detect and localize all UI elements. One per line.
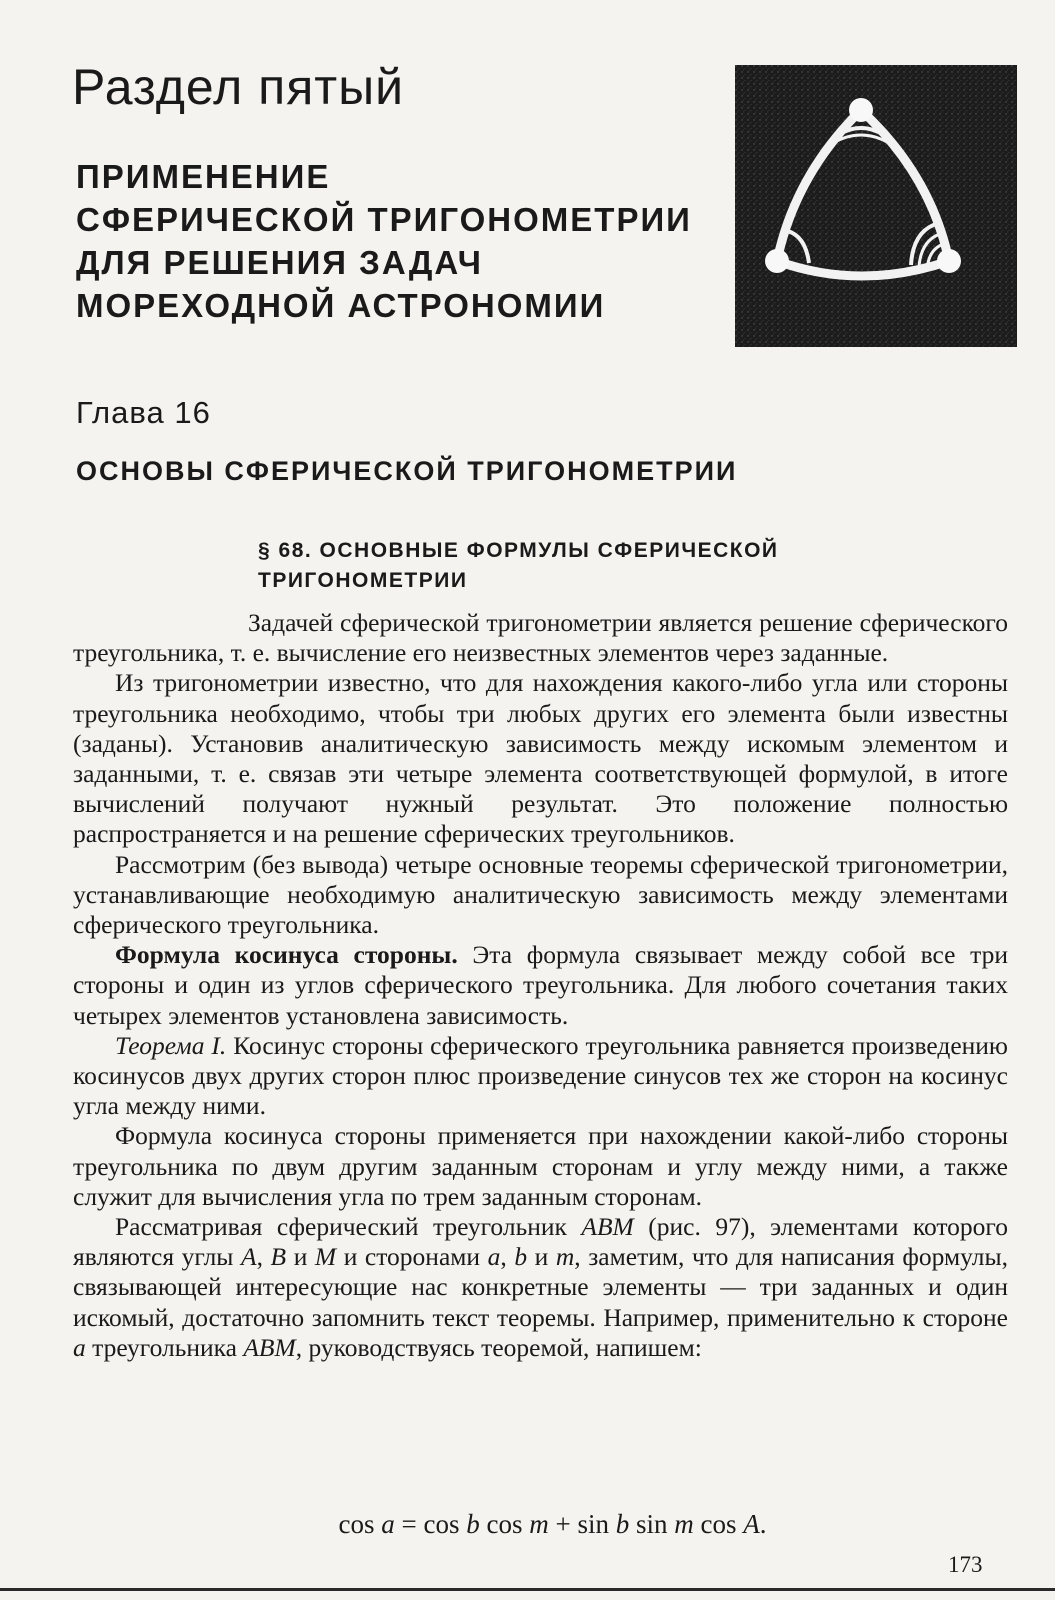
paragraph-4-text: Эта формула связывает между собой все три стороны и один из углов сферического треугольника. Для любого сочетания таких четырех элементов установлена зависимость. <box>73 940 1008 1030</box>
paragraph-2: Из тригонометрии известно, что для нахождения какого-либо угла или стороны треугольника необходимо, чтобы три любых других его элемента были известны (заданы). Установив аналитическую зависимость между искомым элементом и заданными, т. е. связав эти четыре элемента соответствующей формулой, в итоге вычислений получают нужный результат. Это положение полностью распространяется и на решение сферических треугольников. <box>73 668 1008 849</box>
chapter-label: Глава 16 <box>76 395 211 430</box>
text-run: и <box>527 1242 556 1272</box>
paragraph-7 <box>73 1212 1008 1363</box>
spherical-triangle-emblem <box>735 65 1017 347</box>
text-run: , руководствуясь теоремой, напишем: <box>295 1332 702 1362</box>
page-number: 173 <box>948 1552 983 1577</box>
formula-var: m <box>529 1509 549 1539</box>
text-run: и <box>286 1242 315 1272</box>
formula-var: b <box>466 1509 480 1539</box>
angle-symbol: A <box>241 1242 257 1272</box>
bottom-rule <box>0 1588 1055 1591</box>
part-heading <box>76 155 716 327</box>
part-heading-line: СФЕРИЧЕСКОЙ ТРИГОНОМЕТРИИ <box>76 201 692 238</box>
paragraph-heading-line: ТРИГОНОМЕТРИИ <box>258 569 468 592</box>
formula-var: A <box>743 1509 760 1539</box>
formula-var: a <box>381 1509 395 1539</box>
formula-var: m <box>674 1509 694 1539</box>
paragraph-1: Задачей сферической тригонометрии является решение сферического треугольника, т. е. вычисление его неизвестных элементов через заданные. <box>73 608 1008 668</box>
theorem-label: Теорема I. <box>115 1030 227 1060</box>
angle-symbol: M <box>314 1242 337 1272</box>
angle-symbol: B <box>270 1242 287 1272</box>
text-run: , <box>500 1242 515 1272</box>
paragraph-heading-line: § 68. ОСНОВНЫЕ ФОРМУЛЫ СФЕРИЧЕСКОЙ <box>258 539 779 562</box>
text-run: , заметим, что для написания формулы, связывающей интересующие нас конкретные элементы — три заданных и один искомый, достаточно запомнить текст теоремы. Например, применительно к стороне <box>73 1242 1008 1332</box>
theorem-text: Косинус стороны сферического треугольника равняется произведению косинусов двух других сторон плюс произведение синусов тех же сторон на косинус угла между ними. <box>73 1030 1008 1121</box>
formula-part: cos <box>693 1509 744 1539</box>
side-symbol: a <box>487 1242 501 1272</box>
part-heading-line: ПРИМЕНЕНИЕ <box>76 158 331 195</box>
paragraph-heading <box>258 536 779 596</box>
text-run: , <box>256 1242 271 1272</box>
triangle-name: ABM <box>243 1332 296 1362</box>
paragraph-5 <box>73 1031 1008 1122</box>
formula-name-bold: Формула косинуса стороны. <box>115 940 458 970</box>
formula-var: b <box>615 1509 630 1539</box>
text-run: и сторонами <box>336 1242 488 1272</box>
paragraph-6: Формула косинуса стороны применяется при нахождении какой-либо стороны треугольника по двум другим заданным сторонам и углу между ними, а также служит для вычисления угла по трем заданным сторонам. <box>73 1121 1008 1211</box>
text-run: Рассматривая сферический треугольник <box>115 1212 582 1242</box>
formula-part: . <box>759 1509 767 1539</box>
side-symbol: b <box>514 1242 528 1272</box>
side-symbol: a <box>73 1332 86 1362</box>
text-run: (рис. 97), элементами которого являются углы <box>73 1212 1008 1272</box>
cosine-formula <box>0 1509 1055 1540</box>
formula-part: + sin <box>548 1509 616 1539</box>
text-run: треугольника <box>85 1332 244 1362</box>
part-heading-line: МОРЕХОДНОЙ АСТРОНОМИИ <box>76 287 606 324</box>
triangle-name: ABM <box>581 1212 634 1242</box>
body-text <box>73 608 1008 1363</box>
paragraph-4 <box>73 940 1008 1031</box>
formula-part: = cos <box>394 1509 467 1539</box>
section-title: Раздел пятый <box>72 59 405 115</box>
formula-part: cos <box>479 1509 530 1539</box>
side-symbol: m <box>555 1242 575 1272</box>
formula-part: cos <box>338 1509 382 1539</box>
paragraph-3: Рассмотрим (без вывода) четыре основные теоремы сферической тригонометрии, устанавливающие необходимую аналитическую зависимость между элементами сферического треугольника. <box>73 849 1008 940</box>
formula-part: sin <box>629 1509 675 1539</box>
part-heading-line: ДЛЯ РЕШЕНИЯ ЗАДАЧ <box>76 244 483 281</box>
chapter-title: ОСНОВЫ СФЕРИЧЕСКОЙ ТРИГОНОМЕТРИИ <box>76 456 738 486</box>
